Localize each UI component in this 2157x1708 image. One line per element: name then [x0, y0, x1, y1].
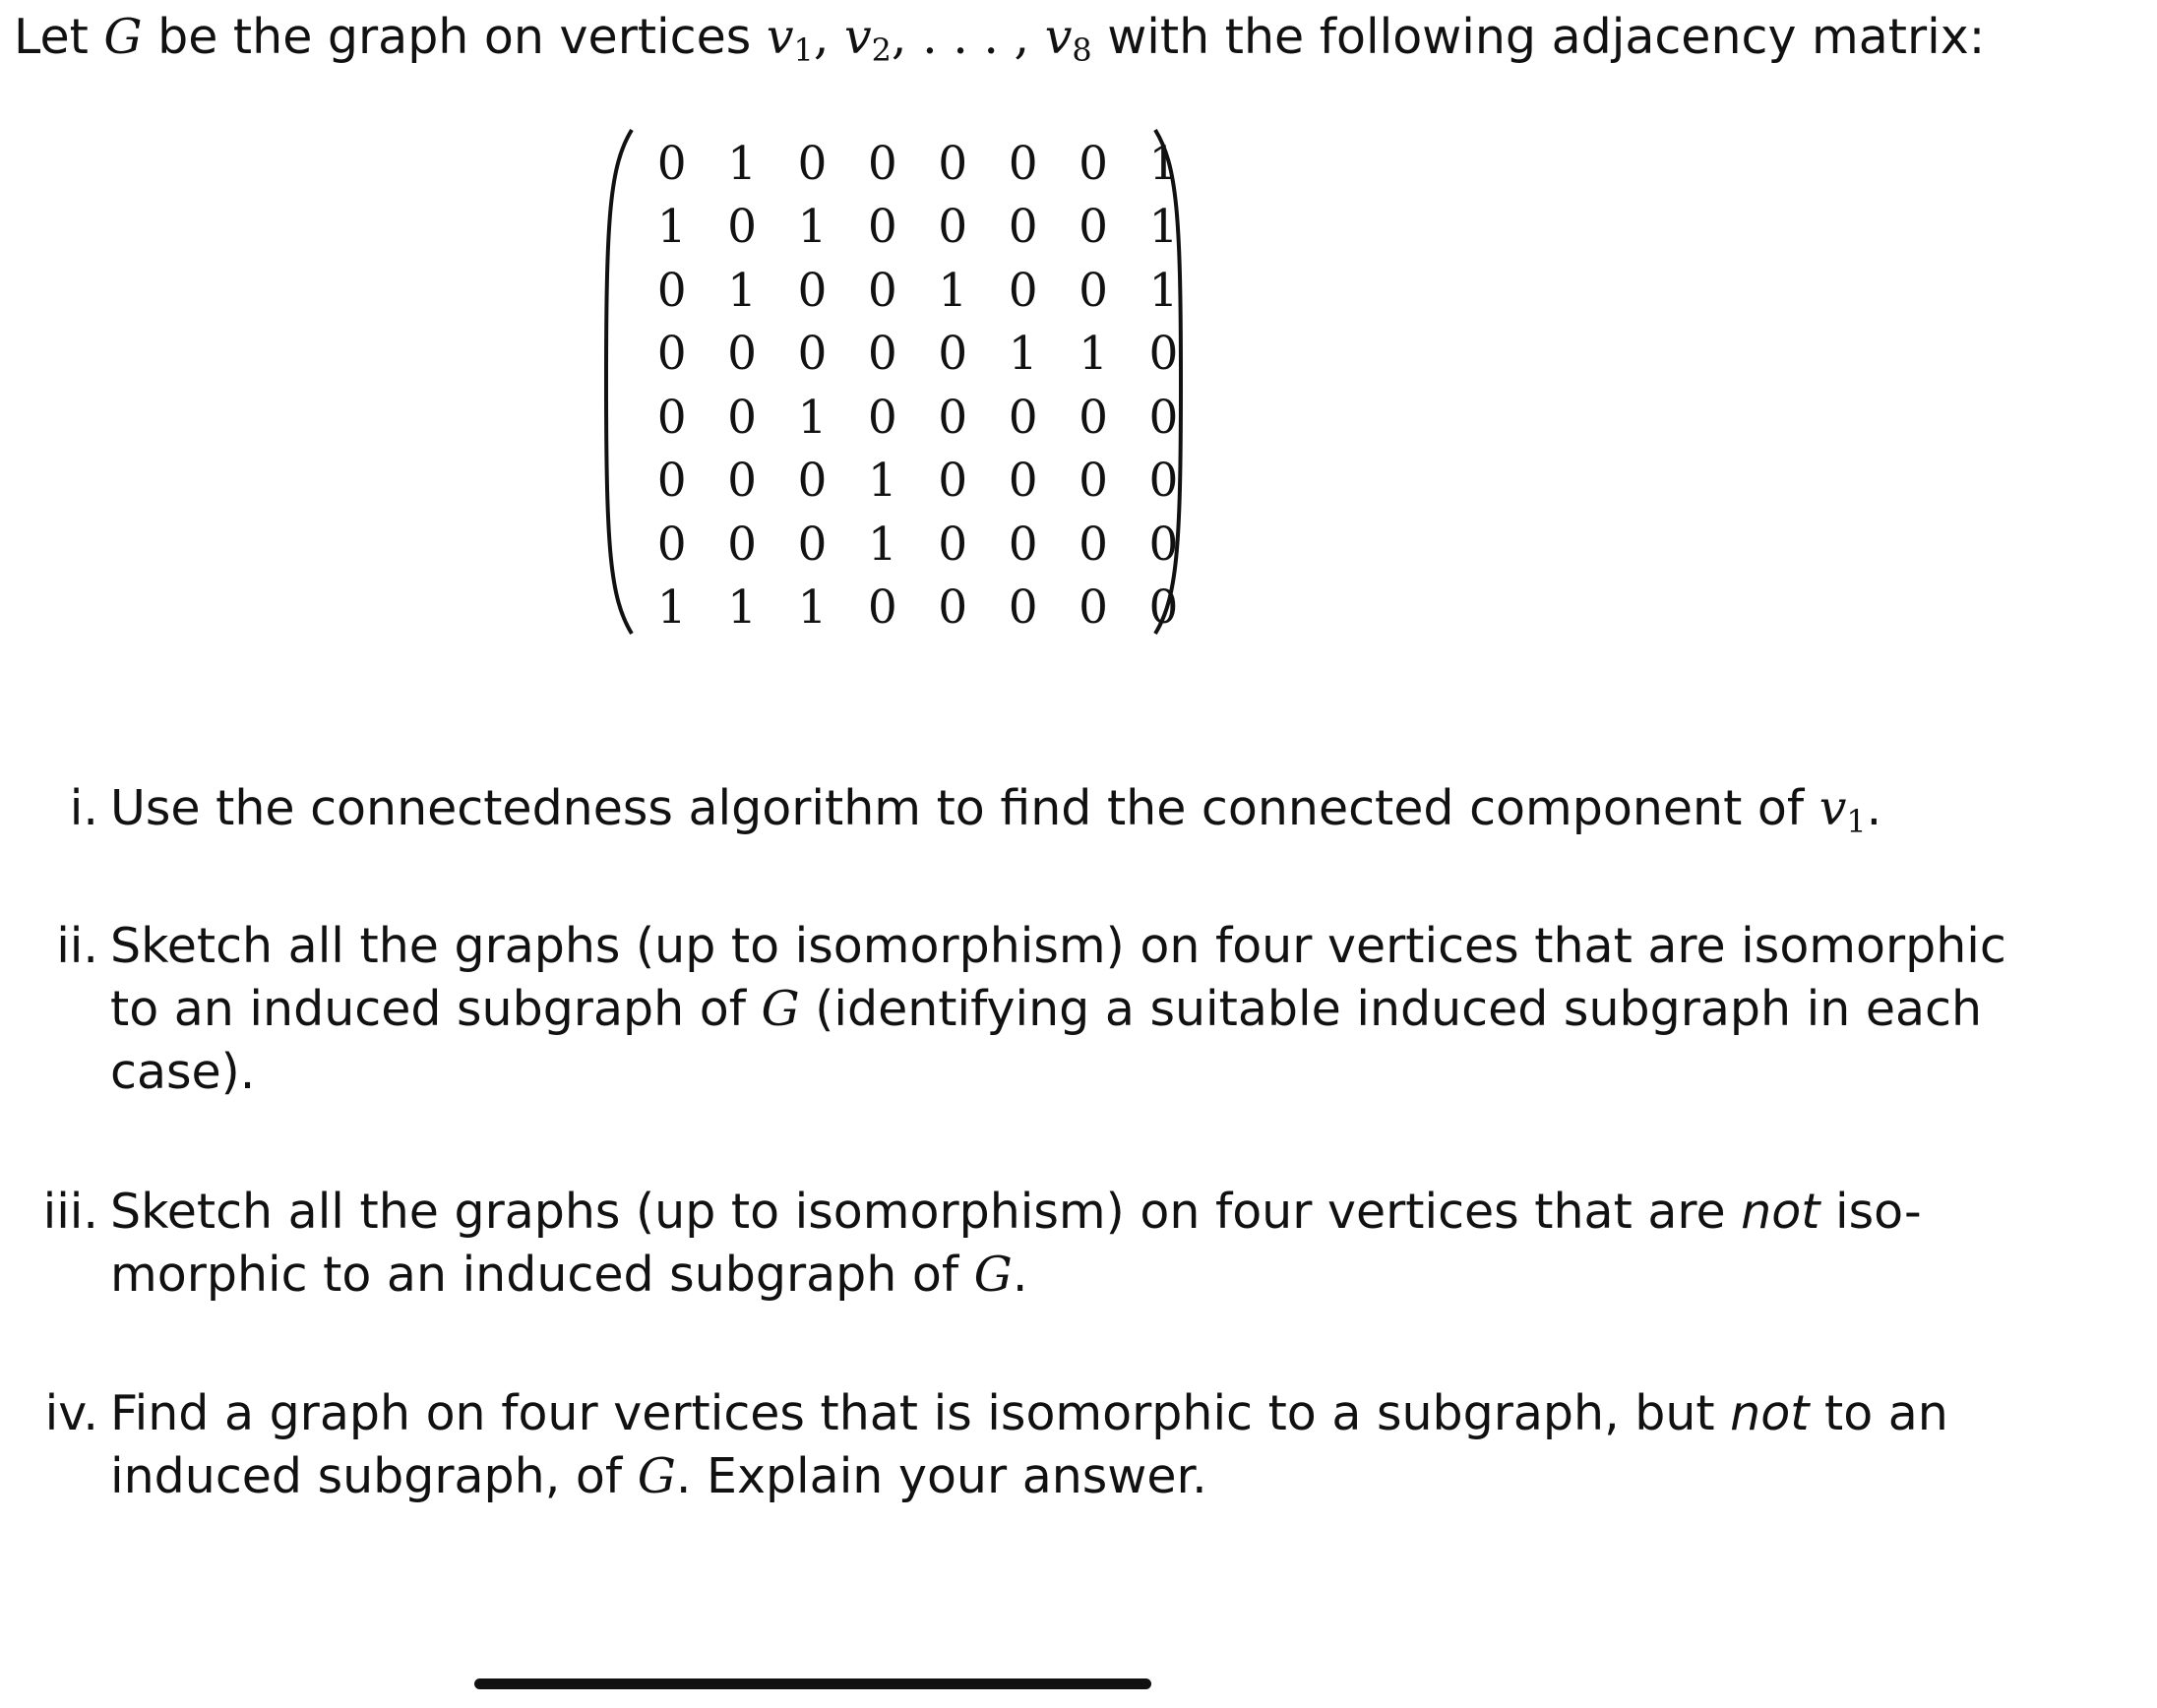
- matrix-cell: 0: [867, 263, 897, 318]
- matrix-cell: 1: [797, 390, 828, 445]
- matrix-cell: 0: [797, 454, 828, 509]
- matrix-cell: 0: [727, 200, 758, 255]
- matrix-cell: 0: [797, 327, 828, 382]
- matrix-cell: 0: [1148, 454, 1179, 509]
- matrix-cell: 0: [727, 517, 758, 572]
- matrix-cell: 1: [1148, 200, 1179, 255]
- matrix-cell: 0: [1148, 390, 1179, 445]
- matrix-cell: 0: [867, 580, 897, 636]
- vertex-v1: v: [766, 9, 794, 65]
- matrix-cell: 1: [867, 454, 897, 509]
- matrix-cell: 1: [867, 517, 897, 572]
- matrix-cell: 0: [1078, 517, 1108, 572]
- matrix-cell: 0: [1078, 454, 1108, 509]
- question-ii-number: ii.: [56, 918, 98, 974]
- matrix-cell: 0: [867, 327, 897, 382]
- matrix-cell: 0: [1008, 454, 1038, 509]
- matrix-cell: 0: [1078, 263, 1108, 318]
- intro-text: [14, 8, 1985, 67]
- matrix-cell: 1: [1148, 263, 1179, 318]
- question-iv-number: iv.: [44, 1385, 98, 1441]
- matrix-cell: 0: [1078, 580, 1108, 636]
- question-iii-line-2b: .: [1012, 1247, 1028, 1303]
- question-iii-line-1b: iso-: [1819, 1184, 1922, 1240]
- emphasis-not: not: [1741, 1184, 1820, 1240]
- matrix-cell: 0: [1008, 517, 1038, 572]
- question-iv-line-2b: . Explain your answer.: [675, 1448, 1207, 1504]
- matrix-cell: 0: [1008, 580, 1038, 636]
- matrix-cell: 0: [727, 327, 758, 382]
- question-i-text: Use the connectedness algorithm to find the connected component of: [110, 780, 1819, 836]
- matrix-cell: 0: [1078, 136, 1108, 191]
- matrix-cell: 0: [1078, 390, 1108, 445]
- matrix-cell: 0: [1078, 200, 1108, 255]
- matrix-cell: 1: [1078, 327, 1108, 382]
- matrix-cell: 0: [656, 263, 687, 318]
- question-i-end: .: [1866, 780, 1882, 836]
- matrix-cell: 0: [797, 517, 828, 572]
- matrix-cell: 0: [656, 517, 687, 572]
- question-iii-line-2a: morphic to an induced subgraph of: [110, 1247, 974, 1303]
- question-ii-line-2b: (identifying a suitable induced subgraph in each: [799, 981, 1983, 1037]
- matrix-cell: 0: [1008, 136, 1038, 191]
- graph-symbol: G: [103, 9, 143, 65]
- question-i: [31, 777, 1882, 840]
- matrix-cell: 0: [867, 200, 897, 255]
- matrix-cell: 0: [656, 454, 687, 509]
- matrix-cell: 0: [938, 200, 968, 255]
- matrix-cell: 1: [1148, 136, 1179, 191]
- matrix-cell: 0: [727, 454, 758, 509]
- matrix-cell: 0: [1008, 200, 1038, 255]
- question-iii-number: iii.: [42, 1184, 98, 1240]
- matrix-cell: 0: [656, 327, 687, 382]
- intro-dots: , . . . ,: [891, 9, 1045, 65]
- question-ii-line-1: Sketch all the graphs (up to isomorphism) on four vertices that are isomorphic: [110, 918, 2006, 974]
- intro-prefix: Let: [14, 9, 104, 65]
- vertex-v1-sub: 1: [793, 30, 814, 69]
- matrix-cell: 1: [727, 263, 758, 318]
- matrix-cell: 0: [938, 517, 968, 572]
- matrix-cell: 0: [797, 263, 828, 318]
- matrix-cell: 1: [727, 136, 758, 191]
- matrix-cell: 0: [656, 136, 687, 191]
- question-iv-line-1b: to an: [1809, 1385, 1948, 1441]
- question-iv-line-2a: induced subgraph, of: [110, 1448, 638, 1504]
- question-iv-line-1a: Find a graph on four vertices that is isomorphic to a subgraph, but: [110, 1385, 1731, 1441]
- question-iii: [31, 1181, 1922, 1307]
- matrix-cell: 0: [797, 136, 828, 191]
- graph-symbol: G: [973, 1247, 1013, 1303]
- question-ii: [31, 915, 2006, 1104]
- matrix-cell: 0: [1148, 327, 1179, 382]
- intro-comma: ,: [813, 9, 844, 65]
- matrix-cell: 0: [938, 390, 968, 445]
- matrix-cell: 1: [1008, 327, 1038, 382]
- matrix-cell: 0: [727, 390, 758, 445]
- vertex-v2: v: [843, 9, 872, 65]
- graph-symbol: G: [637, 1448, 676, 1504]
- vertex-v1-ref: v: [1818, 780, 1847, 836]
- matrix-cell: 0: [1148, 580, 1179, 636]
- matrix-grid: [637, 132, 1199, 640]
- matrix-cell: 0: [867, 390, 897, 445]
- adjacency-matrix: [602, 126, 1185, 638]
- intro-middle: be the graph on vertices: [142, 9, 767, 65]
- question-iv: [31, 1382, 1948, 1508]
- matrix-cell: 0: [938, 136, 968, 191]
- matrix-cell: 1: [797, 580, 828, 636]
- intro-suffix: with the following adjacency matrix:: [1091, 9, 1986, 65]
- matrix-cell: 0: [1008, 390, 1038, 445]
- question-i-number: i.: [69, 780, 98, 836]
- matrix-cell: 0: [938, 580, 968, 636]
- vertex-v8-sub: 8: [1072, 30, 1092, 69]
- matrix-cell: 1: [656, 580, 687, 636]
- graph-symbol: G: [761, 981, 800, 1037]
- matrix-cell: 1: [938, 263, 968, 318]
- matrix-cell: 0: [656, 390, 687, 445]
- vertex-v8: v: [1044, 9, 1073, 65]
- vertex-v1-ref-sub: 1: [1846, 802, 1867, 840]
- question-ii-line-2a: to an induced subgraph of: [110, 981, 762, 1037]
- matrix-cell: 1: [797, 200, 828, 255]
- question-iii-line-1a: Sketch all the graphs (up to isomorphism) on four vertices that are: [110, 1184, 1742, 1240]
- question-ii-line-3: case).: [110, 1044, 256, 1100]
- matrix-cell: 0: [938, 454, 968, 509]
- matrix-cell: 1: [656, 200, 687, 255]
- matrix-cell: 1: [727, 580, 758, 636]
- matrix-cell: 0: [938, 327, 968, 382]
- matrix-cell: 0: [867, 136, 897, 191]
- home-indicator-bar[interactable]: [474, 1678, 1151, 1689]
- emphasis-not: not: [1730, 1385, 1810, 1441]
- vertex-v2-sub: 2: [871, 30, 892, 69]
- matrix-cell: 0: [1008, 263, 1038, 318]
- matrix-cell: 0: [1148, 517, 1179, 572]
